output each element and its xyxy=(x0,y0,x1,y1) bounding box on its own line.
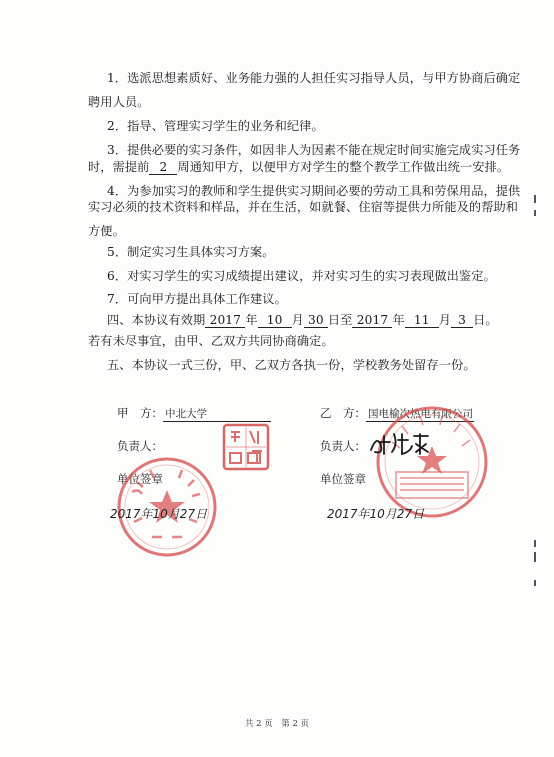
month-label: 月 xyxy=(291,313,304,327)
party-b-rep-label: 负责人： xyxy=(320,439,366,453)
item-4-line-1: 4．为参加实习的教师和学生提供实习期间必要的劳动工具和劳保用品，提供 xyxy=(107,184,521,198)
party-b-official-seal xyxy=(372,402,492,522)
party-b-sign-date: 2017年10月27日 xyxy=(327,507,425,521)
party-a-sign-date: 2017年10月27日 xyxy=(110,507,208,521)
party-b-label: 乙 方： xyxy=(320,406,366,420)
item-1-line-2: 聘用人员。 xyxy=(88,95,150,109)
notice-weeks: 2 xyxy=(149,161,177,175)
month-label: 月 xyxy=(438,313,452,327)
item-2: 2．指导、管理实习学生的业务和纪律。 xyxy=(107,119,324,133)
party-a-rep-label: 负责人： xyxy=(117,439,163,453)
day-to-label: 日至 xyxy=(327,313,353,327)
clause-5: 五、本协议一式三份，甲、乙双方各执一份，学校教务处留存一份。 xyxy=(107,358,476,372)
party-b-seal-label: 单位签章 xyxy=(320,472,366,486)
year-label: 年 xyxy=(392,313,405,327)
day-end-label: 日。 xyxy=(473,313,498,327)
party-a-name: 中北大学 xyxy=(163,408,271,422)
item-3-suffix: 周通知甲方，以便甲方对学生的整个教学工作做出统一安排。 xyxy=(177,160,510,174)
party-a-label: 甲 方： xyxy=(117,406,163,420)
clause-4-prefix: 四、本协议有效期 xyxy=(107,313,206,327)
party-b-name: 国电榆次热电有限公司 xyxy=(368,408,473,420)
item-1-line-1: 1．选派思想素质好、业务能力强的人担任实习指导人员，与甲方协商后确定 xyxy=(107,71,521,85)
start-year: 2017 xyxy=(205,314,245,328)
scan-edge-mark xyxy=(534,580,536,586)
end-day: 3 xyxy=(451,314,473,328)
item-4-line-3: 方便。 xyxy=(88,224,125,238)
clause-4-line-2: 若有未尽事宜，由甲、乙双方共同协商确定。 xyxy=(88,334,334,348)
item-3-line-1: 3．提供必要的实习条件，如因非人为因素不能在规定时间实施完成实习任务 xyxy=(107,143,521,157)
item-6: 6．对实习学生的实习成绩提出建议，并对实习生的实习表现做出鉴定。 xyxy=(107,269,496,283)
party-b-handwritten-signature xyxy=(368,430,438,458)
party-a-seal-label: 单位签章 xyxy=(117,472,163,486)
start-day: 30 xyxy=(304,314,328,328)
year-label: 年 xyxy=(245,313,258,327)
party-a-row xyxy=(117,405,271,422)
item-3-line-2 xyxy=(88,158,509,175)
scan-edge-mark xyxy=(534,540,536,547)
item-5: 5．制定实习生具体实习方案。 xyxy=(107,245,275,259)
scan-edge-mark xyxy=(534,552,536,562)
end-month: 11 xyxy=(405,314,439,328)
personal-seal-stamp xyxy=(222,423,270,471)
scan-edge-mark xyxy=(534,195,536,203)
end-year: 2017 xyxy=(352,314,392,328)
item-7: 7．可向甲方提出具体工作建议。 xyxy=(107,292,287,306)
item-4-line-2: 实习必须的技术资料和样品，并在生活，如就餐、住宿等提供力所能及的帮助和 xyxy=(88,200,519,214)
item-3-prefix: 时，需提前 xyxy=(88,160,150,174)
page-footer: 共 2 页 第 2 页 xyxy=(244,719,310,729)
clause-4-line-1 xyxy=(107,311,498,328)
scan-edge-mark xyxy=(534,210,536,216)
start-month: 10 xyxy=(258,314,292,328)
